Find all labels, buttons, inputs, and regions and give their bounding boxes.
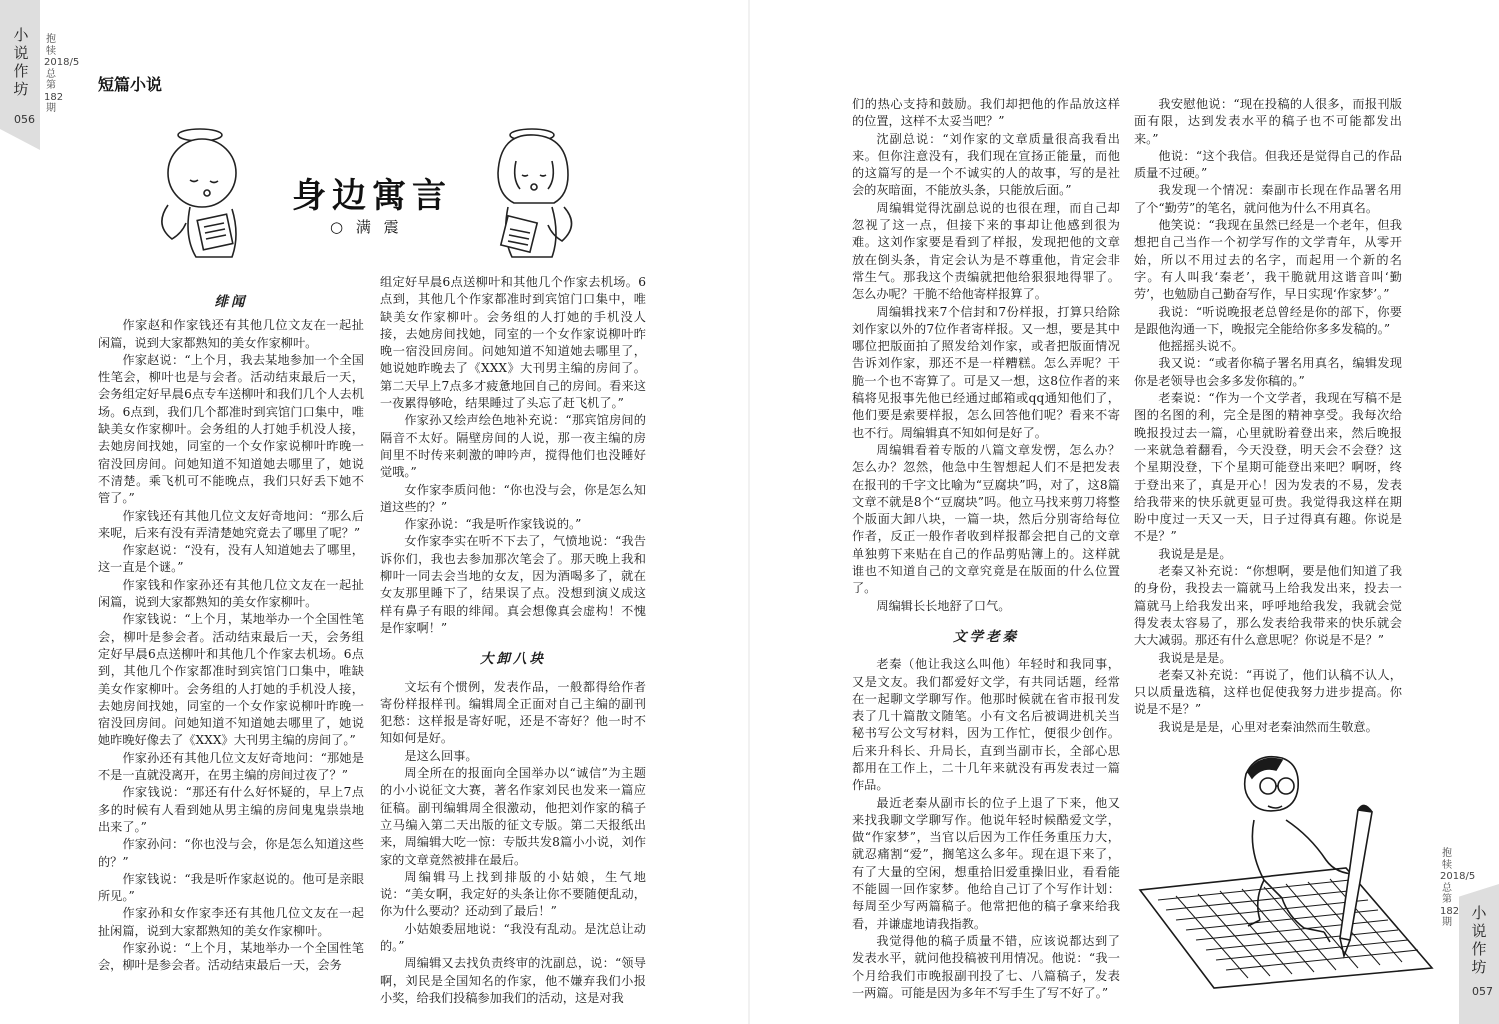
- paragraph: 老秦又补充说：“再说了，他们认稿不认人，只以质量选稿，这样也促使我努力进步提高。你说是不是？”: [1134, 667, 1402, 717]
- paragraph: 我说是是是。: [1158, 546, 1232, 561]
- paragraph: 我觉得他的稿子质量不错，应该说都达到了发表水平，就问他投稿被刊用情况。他说：“我一个月给我们市晚报副刊投了七、八篇稿子，发表一两篇。可能是因为多年不写手生了写不好了。”: [852, 933, 1120, 1000]
- right-column-title: 小说作坊: [1471, 904, 1487, 976]
- paragraph: 周编辑马上找到排版的小姑娘，生气地说：“美女啊，我定好的头条让你不要随便乱动，你为什么要动？还动到了最后！”: [380, 869, 646, 919]
- paragraph: 他笑说：“我现在虽然已经是一个老年，但我想把自己当作一个初学写作的文学青年，从零开始，所以不用过去的名字，而起用一个新的名字。有人叫我‘秦老’，我干脆就用这谐音叫‘勤劳’，也勉励自己勤奋写作，早日实现‘作家梦’。”: [1134, 218, 1402, 302]
- paragraph: 女作家李实在听不下去了，气愤地说：“我告诉你们，我也去参加那次笔会了。那天晚上我和柳叶一同去会当地的女友，因为酒喝多了，就在女友那里睡下了，结果误了点。没想到演义成这样有鼻子有眼的绯闻。真会想像真会虚构！不愧是作家啊！”: [380, 534, 646, 635]
- paragraph: 作家赵和作家钱还有其他几位文友在一起扯闲篇，说到大家都熟知的美女作家柳叶。: [98, 318, 364, 350]
- story-byline: ○ 满 震: [330, 218, 403, 236]
- right-issue-line: 抱犊2018/5 总第182期: [1440, 848, 1476, 928]
- paragraph: 周编辑看着专版的八篇文章发愣，怎么办？怎么办？忽然，他急中生智想起人们不是把发表在报刊的千字文比喻为“豆腐块”吗，对了，这8篇文章不就是8个“豆腐块”吗。他立马找来剪刀将整个版面大卸八块，一篇一块，然后分别寄给每位作者，反正一般作者收到样报都会把自己的文章单独剪下来贴在自己的作品剪贴簿上的。这样就谁也不知道自己的文章究竟是在版面的什么位置了。: [852, 442, 1120, 596]
- paragraph: 老秦又补充说：“你想啊，要是他们知道了我的身份，我投去一篇就马上给我发出来，投去一篇就马上给我发出来，呼呼地给我发，我就会觉得发表太容易了，那么发表给我带来的快乐就会大大减弱。那还有什么意思呢？你说是不是？”: [1134, 564, 1402, 648]
- paragraph: 作家孙又绘声绘色地补充说：“那宾馆房间的隔音不太好。隔壁房间的人说，那一夜主编的房间里不时传来刺激的呻吟声，搅得他们也没睡好觉哦。”: [380, 413, 646, 480]
- paragraph: 作家孙问：“你也没与会，你是怎么知道这些的？”: [98, 837, 364, 869]
- paragraph: 作家孙和女作家李还有其他几位文友在一起扯闲篇，说到大家都熟知的美女作家柳叶。: [98, 906, 364, 938]
- left-column-title: 小说作坊: [13, 26, 29, 98]
- right-page-number: 057: [1472, 985, 1493, 998]
- left-issue-line: 抱犊2018/5 总第182期: [44, 34, 80, 114]
- subheading-old-qin: 文学老秦: [953, 628, 1019, 645]
- paragraph: 小姑娘委屈地说：“我没有乱动。是沈总让动的。”: [380, 921, 646, 953]
- paragraph: 我说是是是，心里对老秦油然而生敬意。: [1158, 719, 1378, 734]
- paragraph: 作家钱和作家孙还有其他几位文友在一起扯闲篇，说到大家都熟知的美女作家柳叶。: [98, 577, 364, 610]
- paragraph: 文坛有个惯例，发表作品，一般都得给作者寄份样报样刊。编辑周全正面对自己主编的副刊犯愁：这样报是寄好呢，还是不寄好？他一时不知如何是好。: [380, 679, 646, 746]
- right-column-1: [852, 96, 1120, 1002]
- paragraph: 我又说：“或者你稿子署名用真名，编辑发现你是老领导也会多多发你稿的。”: [1134, 356, 1402, 388]
- left-page: [0, 0, 749, 1024]
- paragraph: 作家孙还有其他几位文友好奇地问：“那她是不是一直就没离开，在男主编的房间过夜了？”: [98, 750, 364, 783]
- paragraph: 他说：“这个我信。但我还是觉得自己的作品质量不过硬。”: [1134, 148, 1402, 181]
- paragraph: 作家钱说：“上个月，某地举办一个全国性笔会，柳叶是参会者。活动结束最后一天，会务组定好早晨6点送柳叶和其他几个作家去机场。6点到，其他几个作家都准时到宾馆门口集中，唯缺美女作家柳叶。会务组的人打她的手机没人接，去她房间找她，同室的一个女作家说柳叶昨晚一宿没回房间。问她知道不知道她去哪里了，她说她昨晚好像去了《XXX》大刊男主编的房间了。”: [98, 612, 364, 748]
- left-column-2: [380, 274, 646, 1007]
- paragraph: 们的热心支持和鼓励。我们却把他的作品放这样的位置，这样不太妥当吧？”: [852, 97, 1120, 129]
- right-column-2: [1134, 96, 1402, 736]
- paragraph: 我发现一个情况：秦副市长现在作品署名用了个“勤劳”的笔名，就问他为什么不用真名。: [1134, 183, 1402, 215]
- paragraph: 周全所在的报面向全国举办以“诚信”为主题的小小说征文大赛，著名作家刘民也发来一篇应征稿。副刊编辑周全很激动，他把刘作家的稿子立马编入第二天出版的征文专版。第二天报纸出来，周编辑大吃一惊：专版共发8篇小小说，刘作家的文章竟然被排在最后。: [380, 766, 646, 867]
- left-page-number: 056: [14, 113, 35, 126]
- paragraph: 我说是是是。: [1158, 650, 1232, 665]
- paragraph: 作家赵说：“上个月，我去某地参加一个全国性笔会，柳叶也是与会者。活动结束最后一天，会务组定好早晨6点专车送柳叶和我们几个人去机场。6点到，我们几个都准时到宾馆门口集中，唯缺美女作家柳叶。会务组的人打她手机没人接，去她房间找她，同室的一个女作家说柳叶昨晚一宿没回房间。问她知道不知道她去哪里了，她说不清楚。乘飞机可不能晚点，我们只好丢下她不管了。”: [98, 352, 364, 506]
- paragraph: 作家钱还有其他几位文友好奇地问：“那么后来呢，后来有没有弄清楚她究竟去了哪里了呢？”: [98, 508, 364, 540]
- paragraph: 我说：“听说晚报老总曾经是你的部下，你要是跟他沟通一下，晚报完全能给你多多发稿的。”: [1134, 304, 1402, 336]
- paragraph: 作家孙说：“我是听作家钱说的。”: [404, 517, 582, 532]
- story-title: 身边寓言: [292, 176, 452, 216]
- subheading-rumor: 绯闻: [214, 294, 248, 310]
- paragraph: 我安慰他说：“现在投稿的人很多，而报刊版面有限，达到发表水平的稿子也不可能都发出来。”: [1134, 97, 1402, 146]
- writer-illustration: [1136, 750, 1436, 990]
- paragraph: 女作家李质问他：“你也没与会，你是怎么知道这些的？”: [380, 482, 646, 514]
- paragraph: 作家钱说：“那还有什么好怀疑的，早上7点多的时候有人看到她从男主编的房间鬼鬼祟祟地出来了。”: [98, 785, 364, 834]
- paragraph: 老秦（他让我这么叫他）年轻时和我同事，又是文友。我们都爱好文学，有共同话题，经常在一起聊文学聊写作。他那时候就在省市报刊发表了几十篇散文随笔。小有文名后被调进机关当秘书写公文写材料，因为工作忙，便很少创作。后来升科长、升局长，直到当副市长，全部心思都用在工作上，二十几年来就没有再发表过一篇作品。: [852, 657, 1120, 793]
- paragraph: 周编辑找来7个信封和7份样报，打算只给除刘作家以外的7位作者寄样报。又一想，要是其中哪位把版面拍了照发给刘作家，或者把版面情况告诉刘作家，那还不是一样糟糕。怎么弄呢？干脆一个也不寄算了。可是又一想，这8位作者的来稿将见报事先他已经通过邮箱或qq通知他们了，他们要是索要样报，怎么回答他们呢？看来不寄也不行。周编辑真不知如何是好了。: [852, 304, 1120, 440]
- paragraph: 作家钱说：“我是听作家赵说的。他可是亲眼所见。”: [98, 871, 364, 904]
- subheading-cut-eight: 大卸八块: [480, 651, 546, 668]
- paragraph: 最近老秦从副市长的位子上退了下来，他又来找我聊文学聊写作。他说年轻时候酷爱文学，做“作家梦”，当官以后因为工作任务重压力大，就忍痛割“爱”，搁笔这么多年。现在退下来了，有了大量的空闲，想重拾旧爱重操旧业，看看能不能圆一回作家梦。他给自己订了个写作计划：每周至少写两篇稿子。他常把他的稿子拿来给我看，并谦虚地请我指教。: [852, 795, 1120, 931]
- paragraph: 周编辑长长地舒了口气。: [876, 598, 1011, 613]
- paragraph: 沈副总说：“刘作家的文章质量很高我看出来。但你注意没有，我们现在宣扬正能量，而他的这篇写的是一个不诚实的人的故事，写的是社会的灰暗面，不能放头条，只能放后面。”: [852, 131, 1120, 198]
- paragraph: 组定好早晨6点送柳叶和其他几个作家去机场。6点到，其他几个作家都准时到宾馆门口集中，唯缺美女作家柳叶。会务组的人打她的手机没人接，去她房间找她，同室的一个女作家说柳叶昨晚一宿没回房间。问她知道不知道她去哪里了，她说她昨晚去了《XXX》大刊男主编的房间了。第二天早上7点多才疲惫地回自己的房间。看来这一夜累得够呛，结果睡过了头忘了赶飞机了。”: [380, 275, 646, 411]
- paragraph: 老秦说：“作为一个文学者，我现在写稿不是图的名图的利，完全是图的精神享受。我每次给晚报投过去一篇，心里就盼着登出来，然后晚报一来就急着翻看，今天没登，明天会不会登？这个星期没登，下个星期可能登出来吧？啊呀，终于登出来了，真是开心！因为发表的不易，发表给我带来的快乐就更显可贵。我觉得我这样在期盼中度过一天又一天，日子过得真有趣。你说是不是？”: [1134, 391, 1402, 544]
- paragraph: 作家孙说：“上个月，某地举办一个全国性笔会，柳叶是参会者。活动结束最后一天，会务: [98, 940, 364, 973]
- paragraph: 是这么回事。: [404, 748, 478, 763]
- paragraph: 他摇摇头说不。: [1158, 339, 1244, 354]
- section-label: 短篇小说: [98, 75, 163, 94]
- paragraph: 周编辑觉得沈副总说的也很在理，而自己却忽视了这一点，但接下来的事却让他感到很为难。这刘作家要是看到了样报，发现把他的文章放在倒头条，肯定会认为是不尊重他，肯定会非常生气。那我这个责编就把他给狠狠地得罪了。怎么办呢？干脆不给他寄样报算了。: [852, 200, 1120, 302]
- paragraph: 周编辑又去找负责终审的沈副总，说：“领导啊，刘民是全国知名的作家，他不嫌弃我们小报小奖，给我们投稿参加我们的活动，这是对我: [380, 956, 646, 1005]
- left-column-1: [98, 294, 364, 975]
- paragraph: 作家赵说：“没有，没有人知道她去了哪里，这一直是个谜。”: [98, 543, 364, 575]
